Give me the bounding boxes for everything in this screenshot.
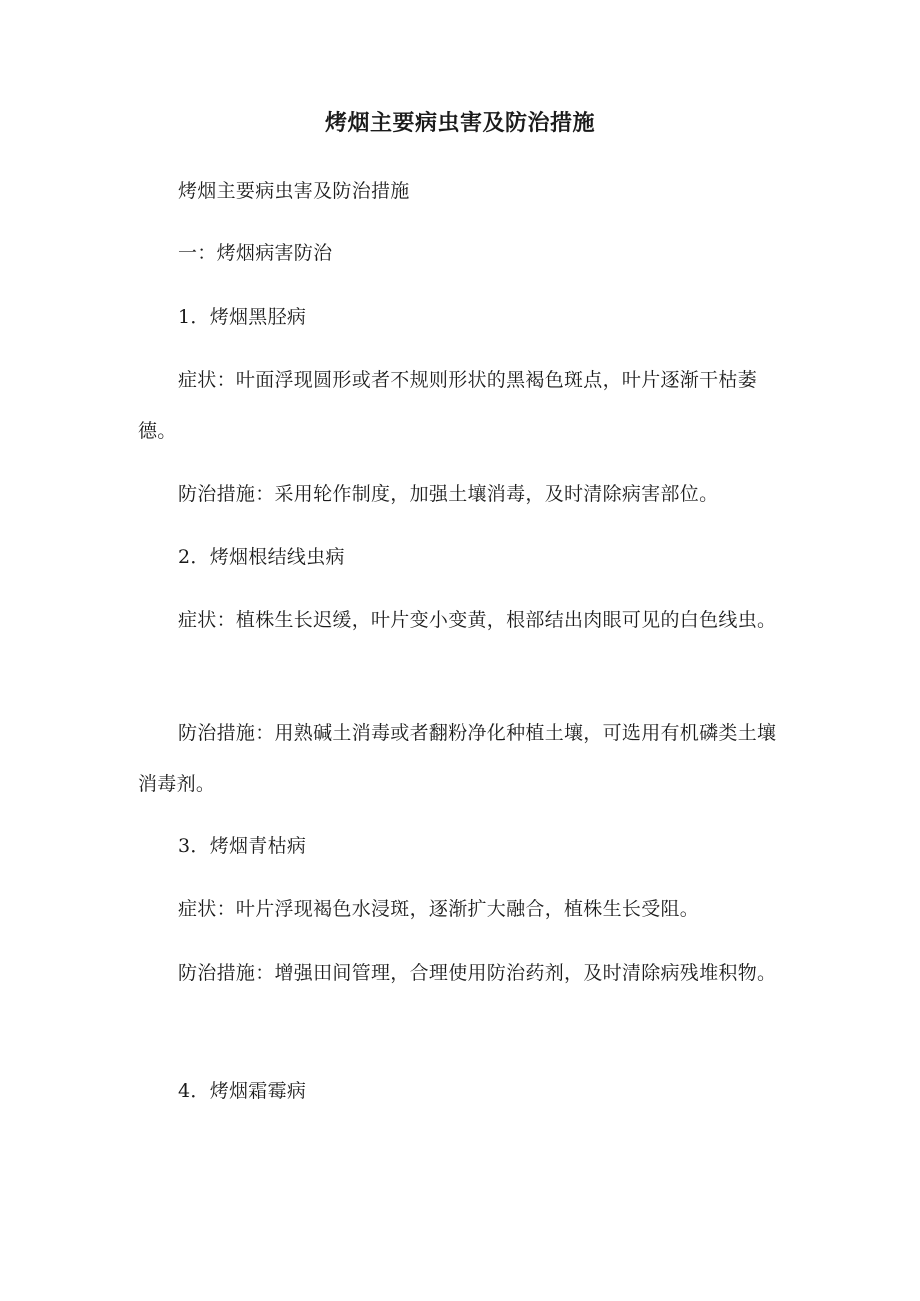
- paragraph-symptom-2: 症状：植株生长迟缓，叶片变小变黄，根部结出肉眼可见的白色线虫。: [178, 609, 777, 631]
- paragraph-item-heading-1: 1．烤烟黑胫病: [178, 306, 307, 328]
- paragraph-symptom-3: 症状：叶片浮现褐色水浸斑，逐渐扩大融合，植株生长受阻。: [178, 898, 700, 920]
- paragraph-item-heading-3: 3．烤烟青枯病: [178, 835, 307, 857]
- paragraph-symptom-1: 症状：叶面浮现圆形或者不规则形状的黑褐色斑点，叶片逐渐干枯萎德。: [138, 369, 758, 442]
- paragraph-prevention-1: 防治措施：采用轮作制度，加强土壤消毒，及时清除病害部位。: [178, 483, 719, 505]
- document-title: 烤烟主要病虫害及防治措施: [324, 110, 595, 136]
- paragraph-prevention-3: 防治措施：增强田间管理，合理使用防治药剂，及时清除病残堆积物。: [178, 962, 777, 984]
- paragraph-prevention-2: 防治措施：用熟碱土消毒或者翻粉净化种植土壤，可选用有机磷类土壤消毒剂。: [138, 722, 777, 795]
- paragraph-section-heading: 一：烤烟病害防治: [178, 242, 333, 264]
- paragraph-item-heading-4: 4．烤烟霜霉病: [178, 1080, 307, 1102]
- paragraph-subtitle: 烤烟主要病虫害及防治措施: [178, 180, 410, 202]
- paragraph-item-heading-2: 2．烤烟根结线虫病: [178, 546, 345, 568]
